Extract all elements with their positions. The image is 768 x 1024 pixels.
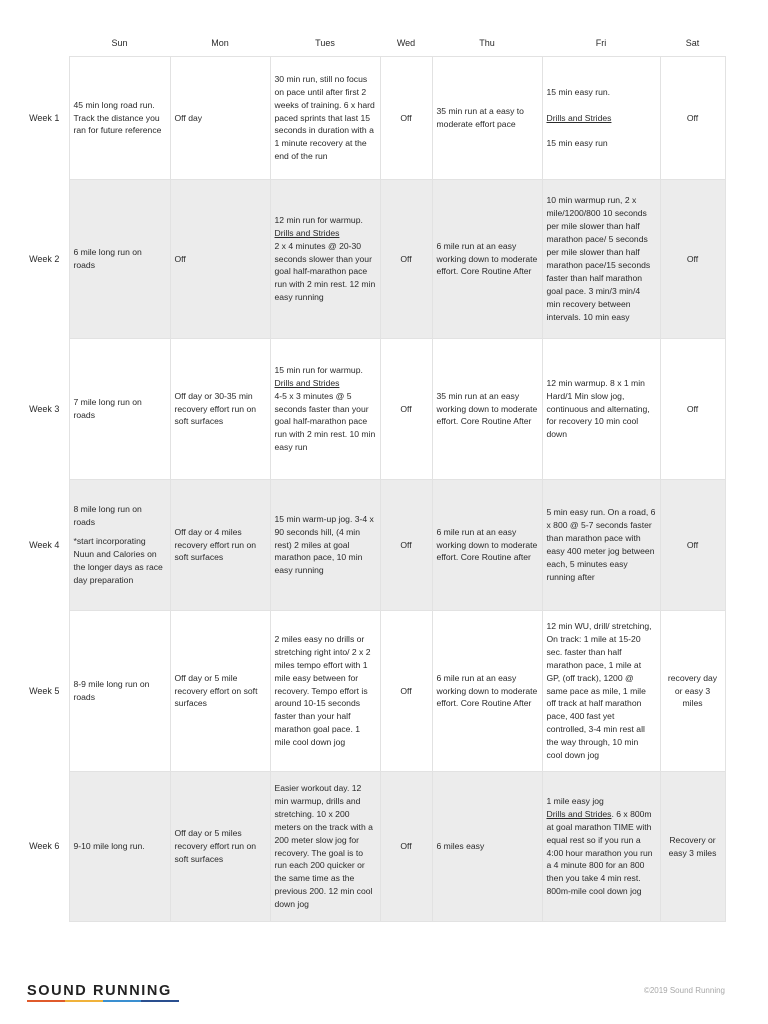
cell-text: 15 min warm-up jog. 3-4 x 90 seconds hill, (4 min rest) 2 miles at goal marathon pace, 10 min easy running — [274, 513, 374, 576]
cell-text: 8-9 mile long run on roads — [73, 679, 150, 702]
brand-logo: SOUND RUNNING — [27, 983, 172, 999]
cell-wed — [380, 57, 432, 180]
cell-text: Easier workout day. 12 min warmup, drills and stretching. 10 x 200 meters on the track with a 200 meter slow jog for recovery. The goal is to run each 200 quicker or the same time as the previous 200. 12 min cool down jog — [274, 782, 373, 910]
day-header-row — [20, 31, 725, 57]
week-row-6 — [20, 772, 725, 922]
week-label: Week 4 — [29, 539, 60, 550]
cell-thu — [432, 339, 542, 480]
cell-mon — [170, 611, 270, 772]
day-header-tues: Tues — [315, 38, 335, 49]
drills-and-strides-link[interactable]: Drills and Strides — [546, 112, 612, 123]
cell-wed — [380, 611, 432, 772]
cell-text: Off — [400, 253, 412, 264]
cell-fri — [542, 180, 660, 339]
cell-thu — [432, 180, 542, 339]
cell-text: Off — [400, 685, 412, 696]
cell-sun — [69, 480, 170, 611]
cell-text: 6 miles easy — [436, 841, 485, 852]
cell-mon — [170, 57, 270, 180]
drills-and-strides-link[interactable]: Drills and Strides — [274, 377, 340, 388]
cell-text: Off — [400, 403, 412, 414]
cell-text: Recovery or easy 3 miles — [668, 834, 717, 858]
week-label: Week 3 — [29, 403, 60, 414]
cell-text: Off — [686, 112, 699, 123]
week-row-2 — [20, 180, 725, 339]
cell-text: 1 mile easy jog — [546, 795, 604, 806]
cell-text: Off — [400, 112, 412, 123]
cell-sun — [69, 611, 170, 772]
cell-thu — [432, 480, 542, 611]
cell-text: 6 mile run at an easy working down to moderate effort. Core Routine After — [436, 240, 538, 277]
cell-text: Off — [686, 253, 699, 264]
cell-text: 15 min run for warmup. — [274, 364, 363, 375]
cell-sat — [660, 339, 725, 480]
cell-sat — [660, 180, 725, 339]
cell-text: Off — [174, 253, 186, 264]
cell-tues — [270, 772, 380, 922]
cell-sat — [660, 480, 725, 611]
cell-fri — [542, 339, 660, 480]
cell-sun — [69, 339, 170, 480]
cell-text: 5 min easy run. On a road, 6 x 800 @ 5-7 seconds faster than marathon pace with easy 400 meter jog between each, 5 minutes easy running after — [546, 507, 656, 582]
cell-wed — [380, 180, 432, 339]
cell-text: 2 miles easy no drills or stretching right into/ 2 x 2 miles tempo effort with 1 mile easy between for recovery. Tempo effort is around 10-15 seconds faster than your half marathon goal pace. 1 mile cool down jog — [274, 633, 371, 748]
cell-text: 9-10 mile long run. — [73, 841, 145, 852]
cell-sat — [660, 57, 725, 180]
logo-bar-segment — [65, 1000, 103, 1002]
logo-bar-segment — [141, 1000, 179, 1002]
cell-mon — [170, 180, 270, 339]
week-label: Week 5 — [29, 685, 60, 696]
cell-sun — [69, 180, 170, 339]
cell-text: Off day or 5 mile recovery effort on soft surfaces — [174, 672, 258, 709]
logo-bar-segment — [103, 1000, 141, 1002]
cell-text: Off — [400, 841, 412, 852]
cell-tues — [270, 57, 380, 180]
cell-text: 12 min warmup. 8 x 1 min Hard/1 Min slow jog, continuous and alternating, for recovery 10 min cool down — [546, 377, 650, 440]
cell-mon — [170, 480, 270, 611]
cell-text: 15 min easy run — [546, 138, 608, 149]
week-label: Week 1 — [29, 112, 60, 123]
cell-text: Off day or 30-35 min recovery effort run on soft surfaces — [174, 390, 257, 427]
cell-text: Off day — [174, 112, 203, 123]
drills-and-strides-link[interactable]: Drills and Strides — [546, 808, 612, 819]
cell-thu — [432, 611, 542, 772]
logo-color-bar — [27, 1000, 179, 1002]
logo-bar-segment — [27, 1000, 65, 1002]
cell-wed — [380, 772, 432, 922]
day-header-wed: Wed — [396, 38, 416, 49]
drills-and-strides-link[interactable]: Drills and Strides — [274, 227, 340, 238]
cell-text: 2 x 4 minutes @ 20-30 seconds slower than your goal half-marathon pace run with 2 min rest. 12 min easy running — [274, 240, 376, 303]
week-row-5 — [20, 611, 725, 772]
cell-text: Off — [686, 539, 699, 550]
cell-text-group — [547, 808, 656, 898]
cell-text: Off day or 5 miles recovery effort run on soft surfaces — [174, 828, 257, 864]
training-schedule-table — [20, 31, 726, 922]
cell-wed — [380, 339, 432, 480]
cell-text: 10 min warmup run, 2 x mile/1200/800 10 seconds per mile slower than half marathon pace/ 5 seconds per mile slower than half marathon pace/15 seconds faster than half marathon goal pace. 3 min/3 min/4 min recovery between intervals. 10 min easy — [546, 195, 651, 322]
cell-text: recovery day or easy 3 miles — [667, 672, 718, 709]
cell-fri — [542, 57, 660, 180]
cell-fri — [542, 611, 660, 772]
cell-text: 6 mile long run on roads — [73, 247, 142, 270]
cell-text: . 6 x 800m at goal marathon TIME with equal rest so if you run a 4:00 hour marathon you run a 4 minute 800 for an 800 then you take 4 min rest. 800m-mile cool down jog — [546, 808, 653, 897]
cell-fri — [542, 480, 660, 611]
corner-header — [20, 31, 69, 57]
cell-text: 8 mile long run on roads — [73, 504, 142, 528]
cell-tues — [270, 180, 380, 339]
week-label: Week 2 — [29, 253, 60, 264]
cell-text: Off — [400, 539, 412, 550]
cell-text: Off day or 4 miles recovery effort run on soft surfaces — [174, 526, 257, 563]
cell-mon — [170, 339, 270, 480]
week-row-1 — [20, 57, 725, 180]
cell-text: 35 min run at a easy to moderate effort pace — [436, 106, 524, 129]
cell-text: 6 mile run at an easy working down to moderate effort. Core Routine after — [436, 526, 538, 563]
cell-text: 7 mile long run on roads — [73, 397, 142, 420]
cell-tues — [270, 480, 380, 611]
cell-text: 12 min run for warmup. — [274, 214, 363, 225]
cell-text: 45 min long road run. Track the distance you ran for future reference — [73, 99, 162, 136]
day-header-sun: Sun — [111, 38, 128, 49]
cell-sun — [69, 57, 170, 180]
week-row-3 — [20, 339, 725, 480]
cell-sun — [69, 772, 170, 922]
cell-tues — [270, 611, 380, 772]
copyright-text: ©2019 Sound Running — [643, 986, 725, 995]
cell-text: 15 min easy run. — [546, 86, 611, 97]
cell-thu — [432, 57, 542, 180]
cell-text: 12 min WU, drill/ stretching, On track: 1 mile at 15-20 sec. faster than half marathon pace, 1 mile at GP, (off track), 1200 @ same pace as mile, 1 mile off track at half marathon pace, 400 fast yet controlled, 3-4 min rest all the way through, 10 min cool down jog — [546, 621, 652, 761]
cell-tues — [270, 339, 380, 480]
day-header-fri: Fri — [595, 38, 607, 49]
week-row-4 — [20, 480, 725, 611]
week-label: Week 6 — [29, 841, 60, 852]
cell-text: 30 min run, still no focus on pace until after first 2 weeks of training. 6 x hard paced sprints that last 15 seconds in duration with a 1 minute recovery at the end of the run — [274, 73, 375, 162]
cell-text: Off — [686, 403, 699, 414]
cell-text: 4-5 x 3 minutes @ 5 seconds faster than your goal half-marathon pace run with 2 min rest. 10 min easy run — [274, 390, 376, 453]
cell-note: *start incorporating Nuun and Calories on the longer days as race day preparation — [73, 536, 163, 585]
cell-text: 6 mile run at an easy working down to moderate effort. Core Routine After — [436, 672, 538, 709]
cell-text: 35 min run at an easy working down to moderate effort. Core Routine After — [436, 390, 538, 427]
cell-mon — [170, 772, 270, 922]
day-header-sat: Sat — [685, 38, 700, 49]
day-header-mon: Mon — [211, 38, 229, 49]
day-header-thu: Thu — [479, 38, 495, 49]
cell-sat — [660, 772, 725, 922]
cell-sat — [660, 611, 725, 772]
cell-wed — [380, 480, 432, 611]
cell-fri — [542, 772, 660, 922]
cell-thu — [432, 772, 542, 922]
